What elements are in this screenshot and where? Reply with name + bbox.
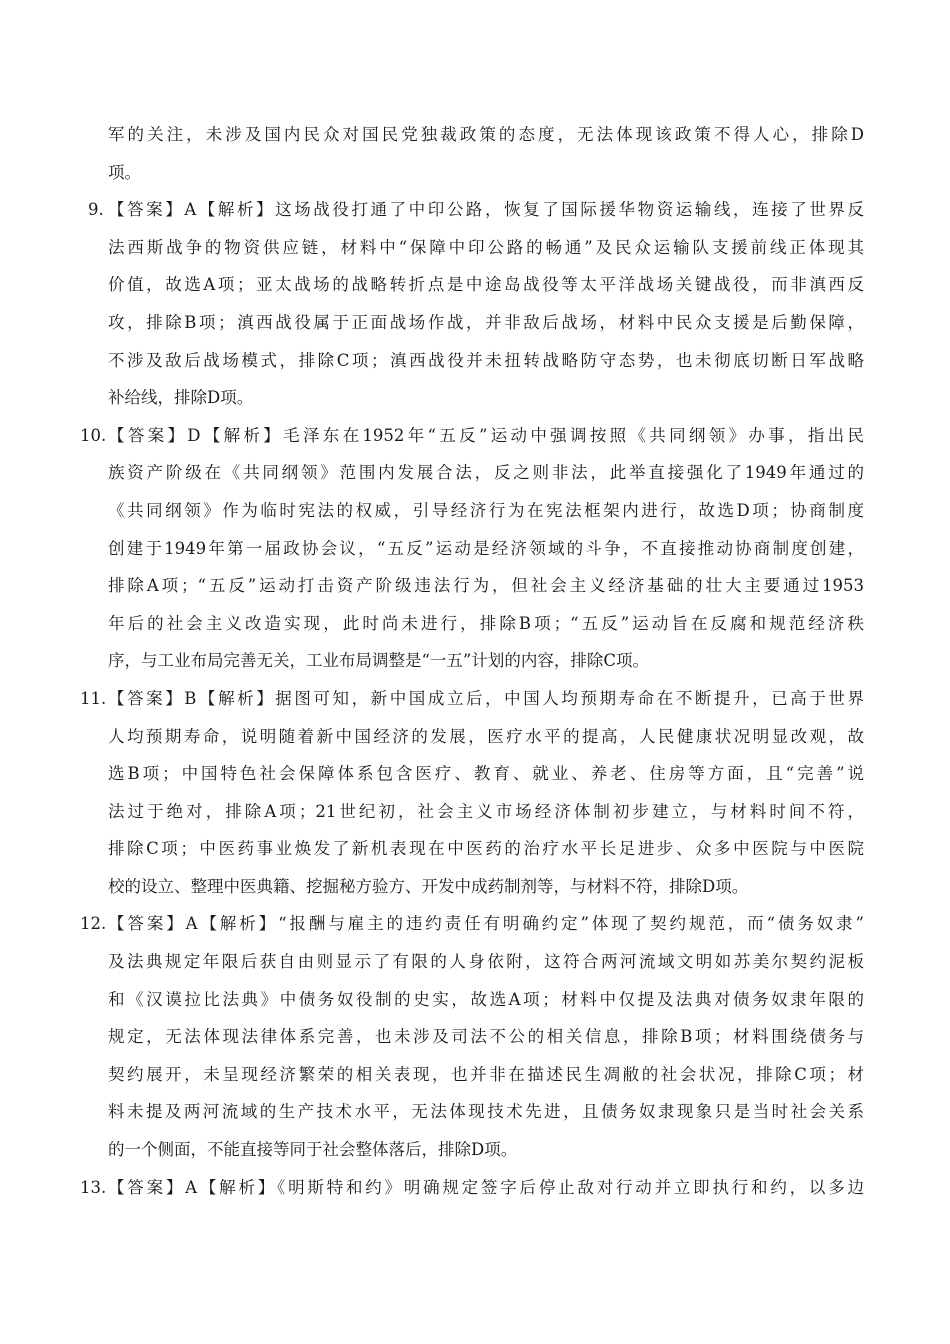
text-line: 族资产阶级在《共同纲领》范围内发展合法，反之则非法，此举直接强化了1949年通过的 [108, 463, 864, 483]
text-line: 不涉及敌后战场模式，排除C项；滇西战役并未扭转战略防守态势，也未彻底切断日军战略 [108, 350, 864, 370]
text-line: 选B项；中国特色社会保障体系包含医疗、教育、就业、养老、住房等方面，且“完善”说 [108, 764, 864, 784]
text-line: 排除C项；中医药事业焕发了新机表现在中医药的治疗水平长足进步、众多中医院与中医院 [108, 839, 864, 859]
text-line: 攻，排除B项；滇西战役属于正面战场作战，并非敌后战场，材料中民众支援是后勤保障， [108, 312, 864, 332]
text-line: 人均预期寿命，说明随着新中国经济的发展，医疗水平的提高，人民健康状况明显改观，故 [108, 726, 864, 746]
text-line: 【答案】A【解析】这场战役打通了中印公路，恢复了国际援华物资运输线，连接了世界反 [108, 200, 864, 220]
text-line: 排除A项；“五反”运动打击资产阶级违法行为，但社会主义经济基础的壮大主要通过1953 [108, 576, 864, 596]
text-line: 【答案】D【解析】毛泽东在1952年“五反”运动中强调按照《共同纲领》办事，指出民 [108, 425, 864, 445]
answer-item-9 [88, 191, 864, 417]
text-line: 【答案】B【解析】据图可知，新中国成立后，中国人均预期寿命在不断提升，已高于世界 [108, 688, 864, 708]
item-number: 12. [80, 914, 107, 934]
text-line: 的一个侧面，不能直接等同于社会整体落后，排除D项。 [108, 1140, 518, 1160]
text-line: 及法典规定年限后获自由则显示了有限的人身依附，这符合两河流域文明如苏美尔契约泥板 [108, 952, 864, 972]
answer-item-12 [80, 905, 864, 1168]
text-line: 补给线，排除D项。 [108, 388, 254, 408]
text-line: 和《汉谟拉比法典》中债务奴役制的史实，故选A项；材料中仅提及法典对债务奴隶年限的 [108, 989, 864, 1009]
text-line: 【答案】A【解析】“报酬与雇主的违约责任有明确约定”体现了契约规范，而“债务奴隶” [108, 914, 864, 934]
text-line: 法过于绝对，排除A项；21世纪初，社会主义市场经济体制初步建立，与材料时间不符， [108, 801, 864, 821]
text-line: 军的关注，未涉及国内民众对国民党独裁政策的态度，无法体现该政策不得人心，排除D [108, 125, 864, 144]
text-line: 项。 [108, 162, 141, 182]
text-line: 校的设立、整理中医典籍、挖掘秘方验方、开发中成药制剂等，与材料不符，排除D项。 [108, 876, 749, 896]
item-number: 11. [80, 688, 107, 708]
continuation-paragraph [88, 116, 864, 191]
text-line: 法西斯战争的物资供应链，材料中“保障中印公路的畅通”及民众运输队支援前线正体现其 [108, 237, 864, 257]
answer-item-11 [80, 680, 864, 906]
answer-explanations [80, 116, 864, 1206]
item-number: 13. [80, 1177, 107, 1197]
text-line: 价值，故选A项；亚太战场的战略转折点是中途岛战役等太平洋战场关键战役，而非滇西反 [108, 275, 864, 295]
text-line: 【答案】A【解析】《明斯特和约》明确规定签字后停止敌对行动并立即执行和约，以多边 [108, 1177, 864, 1197]
answer-item-13 [80, 1169, 864, 1207]
item-number: 9. [88, 200, 104, 220]
answer-item-10 [80, 417, 864, 680]
item-number: 10. [80, 425, 107, 445]
text-line: 规定，无法体现法律体系完善，也未涉及司法不公的相关信息，排除B项；材料围绕债务与 [108, 1027, 864, 1047]
text-line: 序，与工业布局完善无关，工业布局调整是“一五”计划的内容，排除C项。 [108, 651, 649, 671]
text-line: 《共同纲领》作为临时宪法的权威，引导经济行为在宪法框架内进行，故选D项；协商制度 [108, 500, 864, 520]
text-line: 契约展开，未呈现经济繁荣的相关表现，也并非在描述民生凋敝的社会状况，排除C项；材 [108, 1064, 864, 1084]
text-line: 料未提及两河流域的生产技术水平，无法体现技术先进，且债务奴隶现象只是当时社会关系 [108, 1102, 864, 1122]
text-line: 创建于1949年第一届政协会议，“五反”运动是经济领域的斗争，不直接推动协商制度创建， [108, 538, 864, 558]
text-line: 年后的社会主义改造实现，此时尚未进行，排除B项；“五反”运动旨在反腐和规范经济秩 [108, 613, 864, 633]
